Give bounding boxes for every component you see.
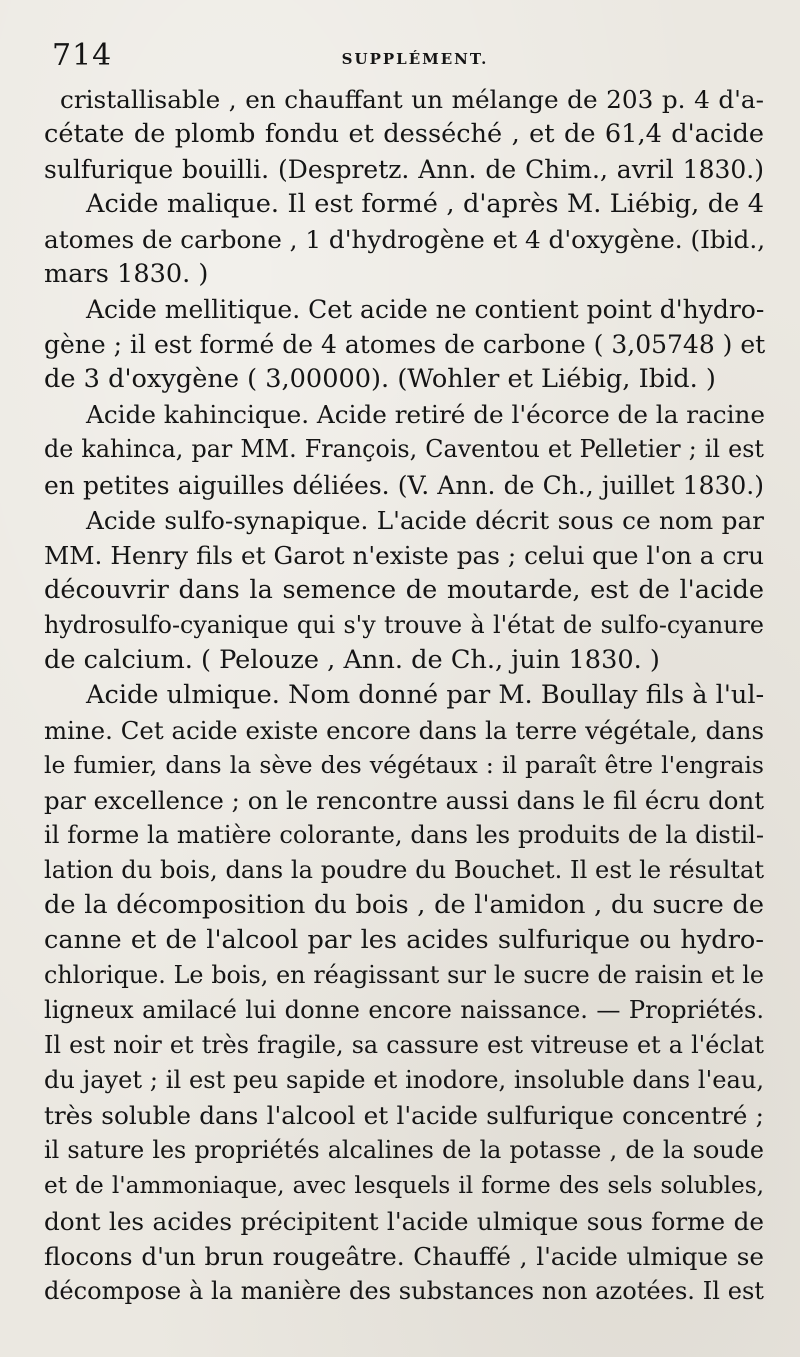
text-line: du jayet ; il est peu sapide et inodore, insoluble dans l'eau,: [44, 1066, 764, 1095]
entry-heading-line: Acide kahincique. Acide retiré de l'écorce de la racine: [86, 400, 766, 430]
text-line: en petites aiguilles déliées. (V. Ann. de Ch., juillet 1830.): [44, 470, 764, 500]
text-line: de calcium. ( Pelouze , Ann. de Ch., juin 1830. ): [44, 644, 660, 675]
text-line: mine. Cet acide existe encore dans la terre végétale, dans: [44, 715, 764, 745]
text-line: hydrosulfo-cyanique qui s'y trouve à l'état de sulfo-cyanure: [44, 610, 764, 639]
text-line: gène ; il est formé de 4 atomes de carbone ( 3,05748 ) et: [44, 330, 766, 360]
text-line: cristallisable , en chauffant un mélange de 203 p. 4 d'a-: [60, 85, 764, 114]
entry-heading-line: Acide malique. Il est formé , d'après M. Liébig, de 4: [86, 189, 764, 220]
running-title: SUPPLÉMENT.: [341, 50, 489, 68]
text-line: dont les acides précipitent l'acide ulmique sous forme de: [44, 1206, 764, 1236]
text-line: de kahinca, par MM. François, Caventou et Pelletier ; il est: [44, 435, 764, 464]
text-line: de 3 d'oxygène ( 3,00000). (Wohler et Liébig, Ibid. ): [44, 364, 716, 395]
page-number: 714: [52, 38, 113, 73]
text-line: cétate de plomb fondu et desséché , et de 61,4 d'acide: [44, 119, 764, 150]
text-line: par excellence ; on le rencontre aussi dans le fil écru dont: [44, 785, 764, 815]
text-line: atomes de carbone , 1 d'hydrogène et 4 d'oxygène. (Ibid.,: [44, 225, 766, 255]
running-head: [0, 36, 800, 76]
entry-heading-line: Acide sulfo-synapique. L'acide décrit sous ce nom par: [86, 505, 764, 535]
text-line: il forme la matière colorante, dans les produits de la distil-: [44, 820, 764, 849]
text-line: le fumier, dans la sève des végétaux : il paraît être l'engrais: [44, 750, 764, 779]
text-line: très soluble dans l'alcool et l'acide sulfurique concentré ;: [44, 1101, 764, 1131]
text-line: lation du bois, dans la poudre du Bouchet. Il est le résultat: [44, 856, 764, 885]
text-line: mars 1830. ): [44, 259, 209, 290]
text-line: chlorique. Le bois, en réagissant sur le sucre de raisin et le: [44, 961, 764, 990]
text-line: Il est noir et très fragile, sa cassure est vitreuse et a l'éclat: [44, 1031, 764, 1060]
text-line: flocons d'un brun rougeâtre. Chauffé , l'acide ulmique se: [44, 1241, 764, 1271]
text-line: canne et de l'alcool par les acides sulfurique ou hydro-: [44, 925, 764, 956]
text-line: décompose à la manière des substances non azotées. Il est: [44, 1276, 764, 1305]
text-line: découvrir dans la semence de moutarde, est de l'acide: [44, 574, 764, 605]
body-text: [44, 82, 764, 1309]
entry-heading-line: Acide ulmique. Nom donné par M. Boullay fils à l'ul-: [86, 679, 765, 710]
entry-heading-line: Acide mellitique. Cet acide ne contient point d'hydro-: [86, 295, 765, 325]
text-line: de la décomposition du bois , de l'amidon , du sucre de: [44, 890, 764, 921]
text-line: MM. Henry fils et Garot n'existe pas ; celui que l'on a cru: [44, 540, 764, 570]
text-line: ligneux amilacé lui donne encore naissance. — Propriétés.: [44, 996, 764, 1025]
text-line: sulfurique bouilli. (Despretz. Ann. de Chim., avril 1830.): [44, 155, 764, 185]
text-line: et de l'ammoniaque, avec lesquels il forme des sels solubles,: [44, 1172, 764, 1200]
text-line: il sature les propriétés alcalines de la potasse , de la soude: [44, 1136, 764, 1165]
